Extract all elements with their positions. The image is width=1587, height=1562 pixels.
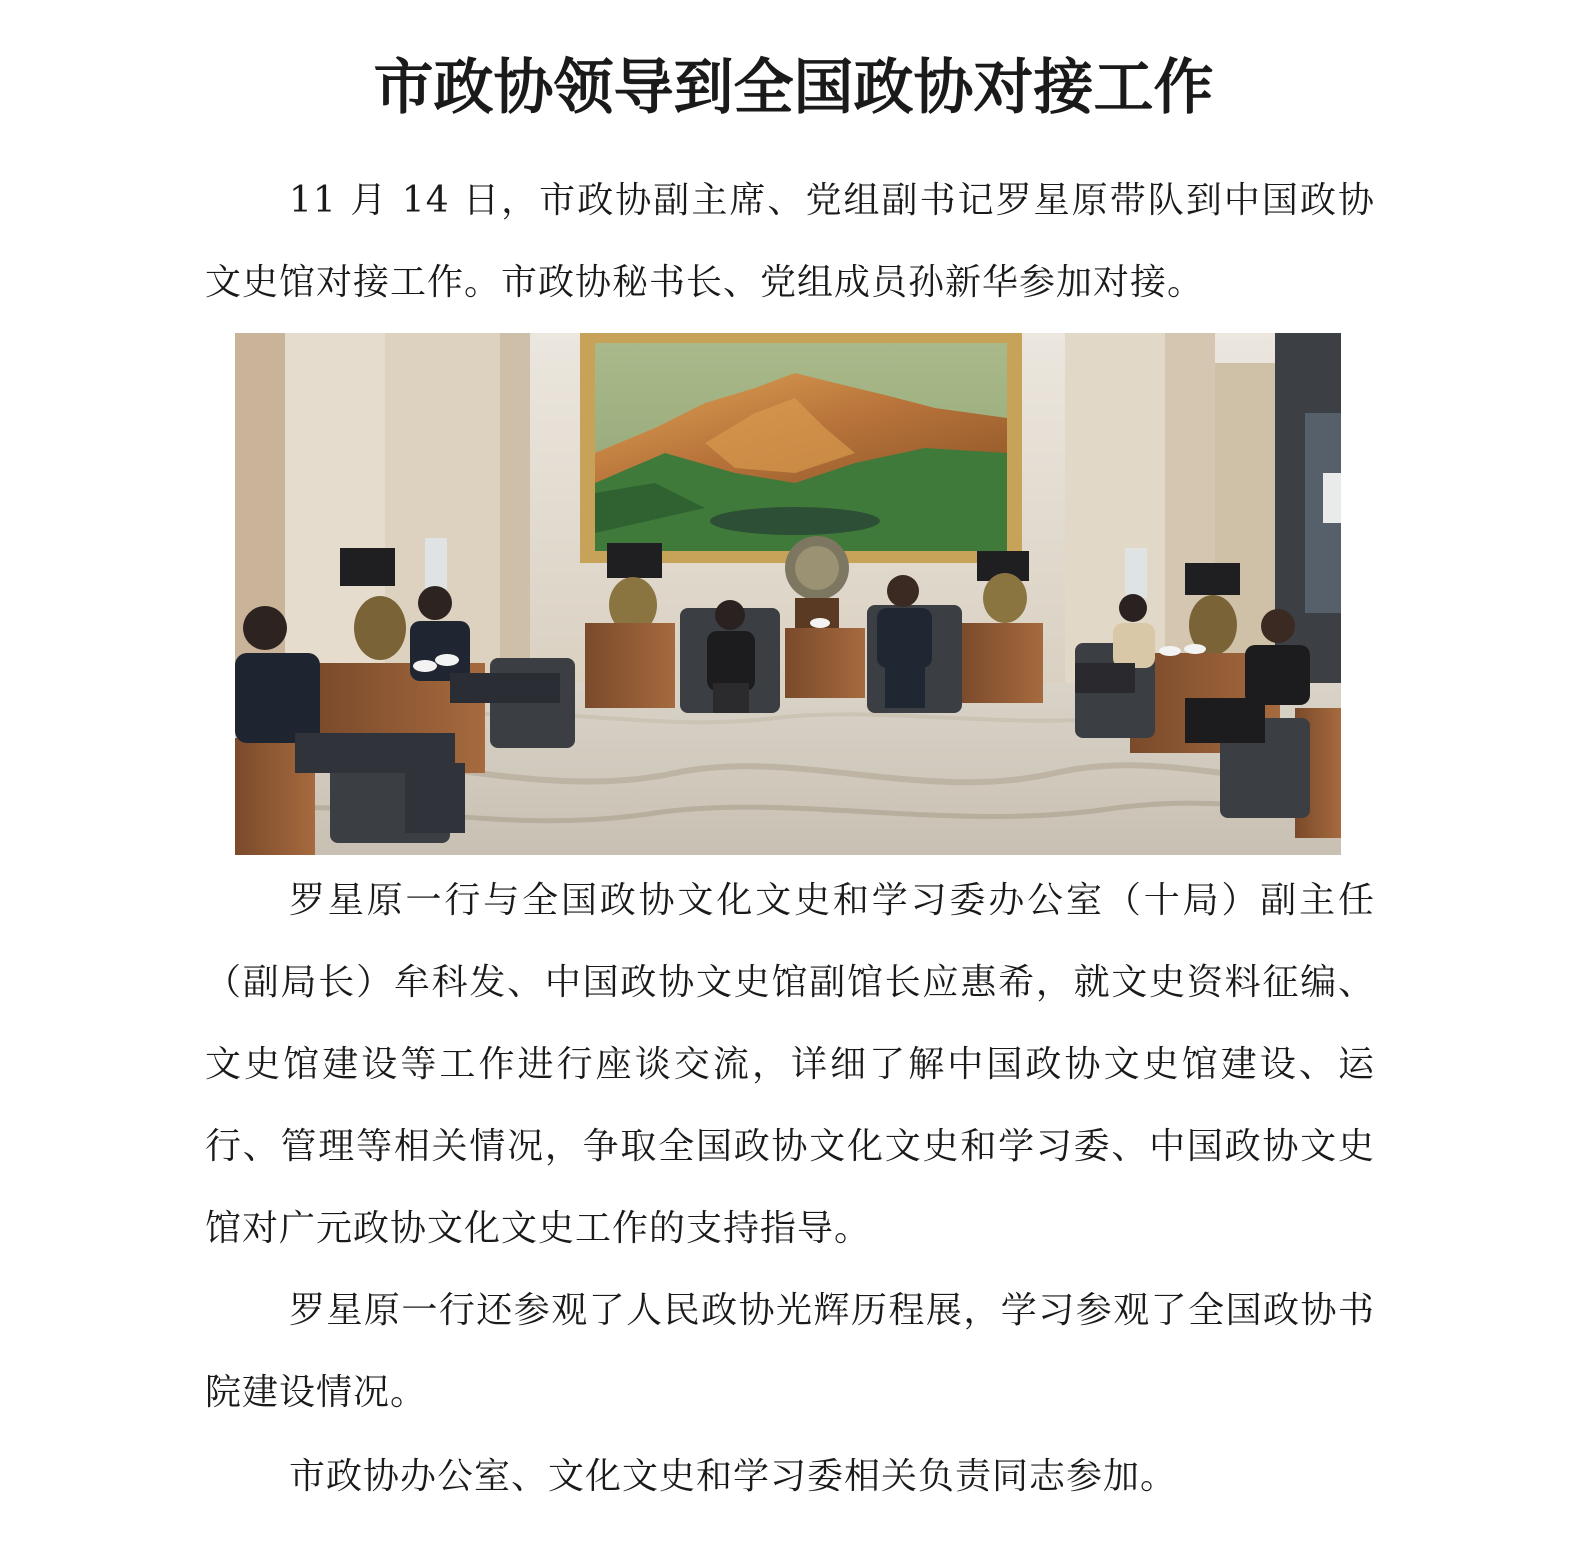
article-title: 市政协领导到全国政协对接工作 — [373, 53, 1214, 124]
paragraph-2: 罗星原一行与全国政协文化文史和学习委办公室（十局）副主任（副局长）牟科发、中国政协文史馆副馆长应惠希，就文史资料征编、文史馆建设等工作进行座谈交流，详细了解中国政协文史馆建设、运行、管理等相关情况，争取全国政协文化文史和学习委、中国政协文史馆对广元政协文化文史工作的支持指导。 — [205, 880, 1375, 1249]
photo-illustration — [235, 333, 1341, 855]
paragraph-1: 11 月 14 日，市政协副主席、党组副书记罗星原带队到中国政协文史馆对接工作。市政协秘书长、党组成员孙新华参加对接。 — [205, 180, 1375, 303]
paragraph-3: 罗星原一行还参观了人民政协光辉历程展，学习参观了全国政协书院建设情况。 — [205, 1290, 1375, 1413]
meeting-room-photo — [235, 333, 1341, 855]
paragraph-4: 市政协办公室、文化文史和学习委相关负责同志参加。 — [289, 1456, 1178, 1497]
